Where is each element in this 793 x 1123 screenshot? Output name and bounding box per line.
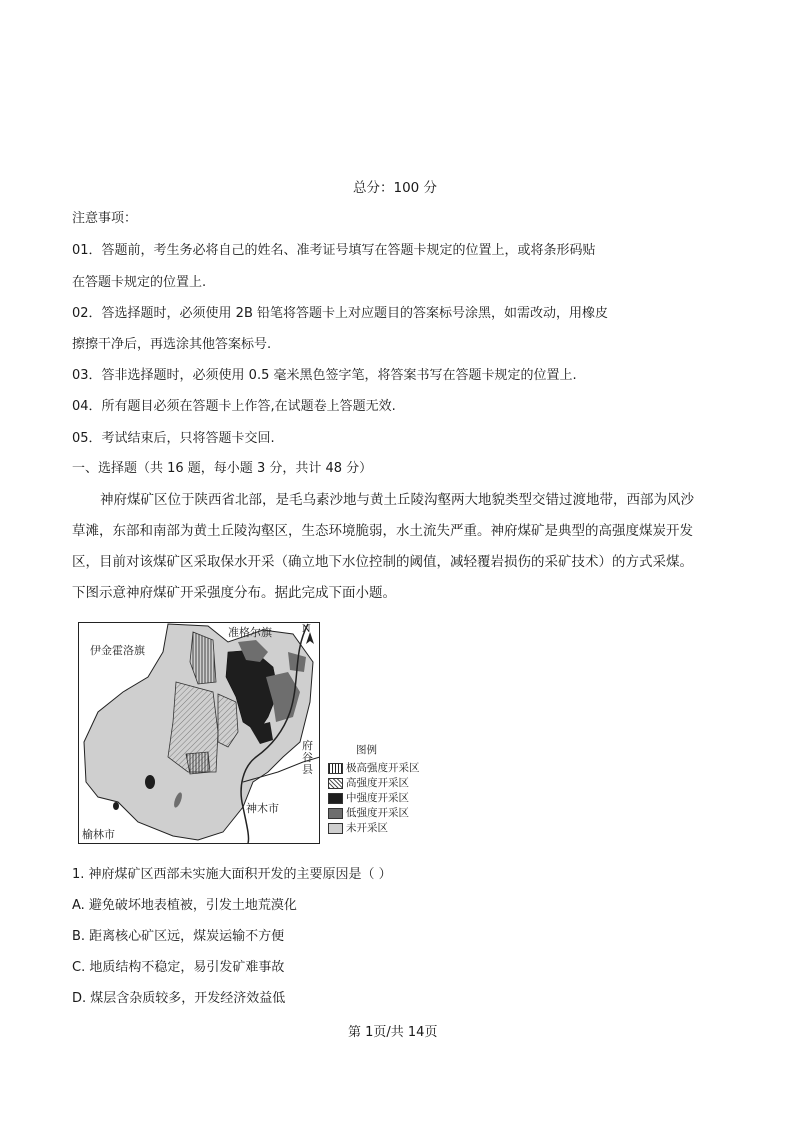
label-fugu: 府谷县 xyxy=(302,739,313,776)
label-yulin: 榆林市 xyxy=(82,828,115,841)
label-zhungeer: 准格尔旗 xyxy=(228,626,272,639)
notice-line-7: 05．考试结束后，只将答题卡交回. xyxy=(72,431,275,446)
notice-title: 注意事项： xyxy=(72,211,138,226)
passage-line-1: 神府煤矿区位于陕西省北部，是毛乌素沙地与黄土丘陵沟壑两大地貌类型交错过渡地带，西部为风沙 xyxy=(100,492,694,508)
mining-intensity-map xyxy=(78,622,320,844)
notice-line-1: 01．答题前，考生务必将自己的姓名、准考证号填写在答题卡规定的位置上，或将条形码贴 xyxy=(72,243,596,258)
option-d: D. 煤层含杂质较多，开发经济效益低 xyxy=(72,991,286,1006)
section-title: 一、选择题（共 16 题，每小题 3 分，共计 48 分） xyxy=(72,461,373,476)
total-score: 总分：100 分 xyxy=(353,180,438,196)
legend-label: 未开采区 xyxy=(346,822,388,834)
legend-medium xyxy=(328,792,409,804)
option-b: B. 距离核心矿区远，煤炭运输不方便 xyxy=(72,929,285,944)
legend-title: 图例 xyxy=(356,744,377,756)
notice-line-4: 擦擦干净后，再选涂其他答案标号. xyxy=(72,337,272,352)
question-stem: 1. 神府煤矿区西部未实施大面积开发的主要原因是（ ） xyxy=(72,867,392,882)
notice-line-3: 02．答选择题时，必须使用 2B 铅笔将答题卡上对应题目的答案标号涂黑，如需改动，用橡皮 xyxy=(72,306,608,321)
passage-line-4: 下图示意神府煤矿开采强度分布。据此完成下面小题。 xyxy=(72,585,396,601)
legend-low xyxy=(328,807,409,819)
option-a: A. 避免破坏地表植被，引发土地荒漠化 xyxy=(72,898,297,913)
label-yijin: 伊金霍洛旗 xyxy=(90,644,145,657)
map-legend xyxy=(328,744,448,840)
legend-very-high xyxy=(328,762,420,774)
notice-line-2: 在答题卡规定的位置上. xyxy=(72,275,207,290)
legend-unmined xyxy=(328,822,388,834)
notice-line-6: 04．所有题目必须在答题卡上作答,在试题卷上答题无效. xyxy=(72,399,396,414)
passage-line-2: 草滩，东部和南部为黄土丘陵沟壑区，生态环境脆弱，水土流失严重。神府煤矿是典型的高强度煤炭开发 xyxy=(72,523,693,539)
option-c: C. 地质结构不稳定，易引发矿难事故 xyxy=(72,960,285,975)
page-number: 第 1页/共 14页 xyxy=(348,1025,438,1040)
legend-label: 极高强度开采区 xyxy=(346,762,420,774)
legend-label: 低强度开采区 xyxy=(346,807,409,819)
label-shenmu: 神木市 xyxy=(246,802,279,815)
legend-high xyxy=(328,777,409,789)
label-north: N xyxy=(302,624,311,635)
notice-line-5: 03．答非选择题时，必须使用 0.5 毫米黑色签字笔，将答案书写在答题卡规定的位置上. xyxy=(72,368,577,383)
passage-line-3: 区，目前对该煤矿区采取保水开采（确立地下水位控制的阈值，减轻覆岩损伤的采矿技术）的方式采煤。 xyxy=(72,554,693,570)
legend-label: 中强度开采区 xyxy=(346,792,409,804)
legend-label: 高强度开采区 xyxy=(346,777,409,789)
